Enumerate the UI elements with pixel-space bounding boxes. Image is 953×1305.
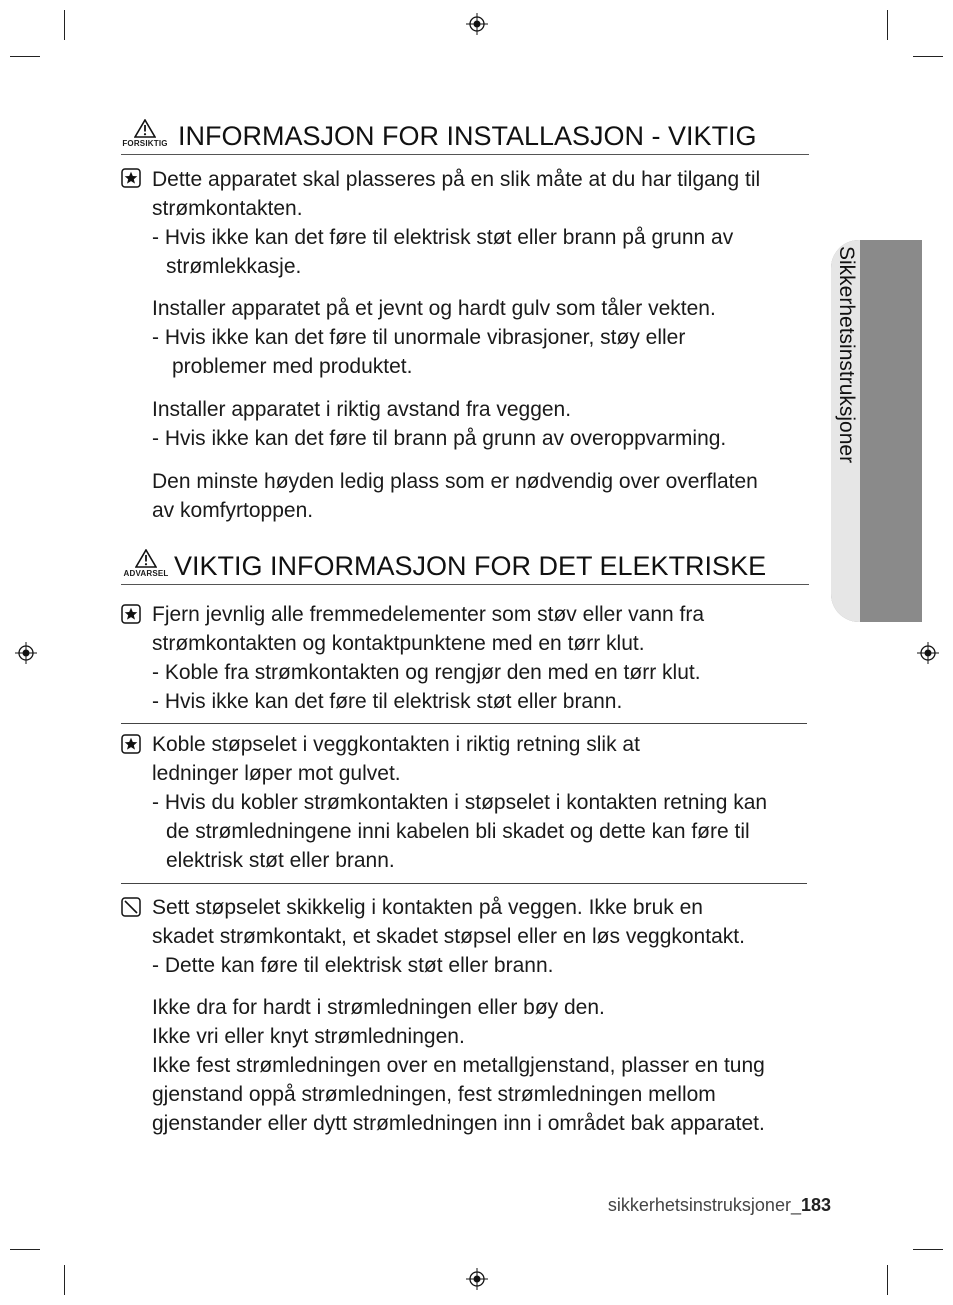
side-tab-label: Sikkerhetsinstruksjoner [835, 246, 858, 464]
text-line: - Hvis ikke kan det føre til brann på grunn av overoppvarming. [152, 427, 727, 450]
caution-triangle-icon [134, 119, 156, 138]
text-line: Dette apparatet skal plasseres på en slik måte at du har tilgang til [152, 168, 761, 191]
crop-mark [64, 10, 65, 40]
registration-mark-icon [466, 1268, 488, 1290]
prohibited-icon [121, 897, 141, 917]
footer-section-name: sikkerhetsinstruksjoner_ [607, 1195, 801, 1215]
section-heading-installation [121, 114, 809, 155]
crop-mark [64, 1265, 65, 1295]
block-divider [121, 883, 807, 884]
crop-mark [887, 10, 888, 40]
star-note-icon [121, 604, 141, 624]
section-side-tab [831, 240, 922, 622]
warning-tag: ADVARSEL [123, 569, 169, 578]
text-line: gjenstander eller dytt strømledningen inn i området bak apparatet. [152, 1112, 765, 1135]
text-line: strømkontakten. [152, 197, 303, 220]
star-note-icon [121, 734, 141, 754]
text-line: Ikke dra for hardt i strømledningen eller bøy den. [152, 996, 605, 1019]
text-line: Ikke fest strømledningen over en metallgjenstand, plasser en tung [152, 1054, 765, 1077]
text-line: problemer med produktet. [172, 355, 413, 378]
warning-label [121, 549, 171, 578]
text-line: - Koble fra strømkontakten og rengjør den med en tørr klut. [152, 661, 701, 684]
text-line: Fjern jevnlig alle fremmedelementer som støv eller vann fra [152, 603, 705, 626]
crop-mark [887, 1265, 888, 1295]
warning-label [121, 119, 169, 148]
text-line: strømkontakten og kontaktpunktene med en tørr klut. [152, 632, 645, 655]
page-number: 183 [800, 1195, 831, 1215]
text-line: Installer apparatet i riktig avstand fra veggen. [152, 398, 572, 421]
section-heading-electrical [121, 544, 809, 585]
text-line: Sett støpselet skikkelig i kontakten på veggen. Ikke bruk en [152, 896, 703, 919]
registration-mark-icon [917, 642, 939, 664]
text-line: - Hvis ikke kan det føre til unormale vibrasjoner, støy eller [152, 326, 686, 349]
text-line: elektrisk støt eller brann. [166, 849, 395, 872]
section-title: INFORMASJON FOR INSTALLASJON - VIKTIG [178, 121, 757, 151]
page-footer [608, 1195, 831, 1216]
section-title: VIKTIG INFORMASJON FOR DET ELEKTRISKE [174, 551, 767, 581]
registration-mark-icon [466, 13, 488, 35]
text-line: Den minste høyden ledig plass som er nødvendig over overflaten [152, 470, 758, 493]
text-line: gjenstand oppå strømledningen, fest strømledningen mellom [152, 1083, 716, 1106]
text-line: Installer apparatet på et jevnt og hardt gulv som tåler vekten. [152, 297, 716, 320]
crop-mark [10, 56, 40, 57]
crop-mark [913, 1249, 943, 1250]
crop-mark [10, 1249, 40, 1250]
text-line: av komfyrtoppen. [152, 499, 314, 522]
text-line: Koble støpselet i veggkontakten i riktig retning slik at [152, 733, 640, 756]
registration-mark-icon [15, 642, 37, 664]
text-line: - Hvis ikke kan det føre til elektrisk støt eller brann på grunn av [152, 226, 734, 249]
text-line: strømlekkasje. [166, 255, 302, 278]
text-line: - Hvis ikke kan det føre til elektrisk støt eller brann. [152, 690, 623, 713]
text-line: de strømledningene inni kabelen bli skadet og dette kan føre til [166, 820, 750, 843]
text-line: - Hvis du kobler strømkontakten i støpselet i kontakten retning kan [152, 791, 768, 814]
text-line: ledninger løper mot gulvet. [152, 762, 401, 785]
warning-triangle-icon [135, 549, 157, 568]
star-note-icon [121, 168, 141, 188]
text-line: - Dette kan føre til elektrisk støt eller brann. [152, 954, 554, 977]
warning-tag: FORSIKTIG [122, 139, 168, 148]
crop-mark [913, 56, 943, 57]
text-line: skadet strømkontakt, et skadet støpsel eller en løs veggkontakt. [152, 925, 745, 948]
text-line: Ikke vri eller knyt strømledningen. [152, 1025, 465, 1048]
block-divider [121, 723, 807, 724]
